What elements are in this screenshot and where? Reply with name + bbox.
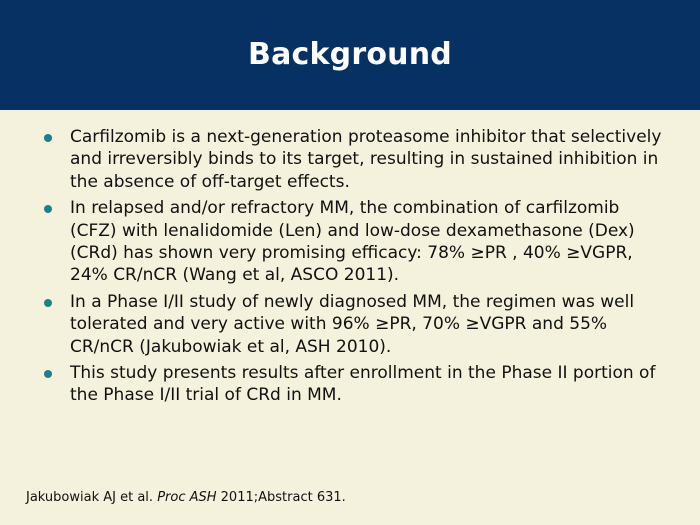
citation-footnote [26, 490, 346, 505]
bullet-item [0, 126, 700, 193]
citation-journal: Proc ASH [157, 490, 217, 505]
bullet-text: In a Phase I/II study of newly diagnosed MM, the regimen was well tolerated and very active with 96% ≥PR, 70% ≥VGPR and 55% CR/nCR (Jakubowiak et al, ASH 2010). [70, 291, 635, 357]
bullet-dot-icon [44, 205, 52, 213]
bullet-item [0, 362, 700, 407]
bullet-dot-icon [44, 299, 52, 307]
title-bar [0, 0, 700, 110]
slide-title: Background [248, 36, 452, 72]
bullet-text: This study presents results after enrollment in the Phase II portion of the Phase I/II trial of CRd in MM. [70, 363, 656, 406]
bullet-dot-icon [44, 370, 52, 378]
bullet-dot-icon [44, 134, 52, 142]
citation-details: 2011;Abstract 631. [216, 490, 346, 505]
bullet-list [0, 126, 700, 411]
bullet-item [0, 197, 700, 287]
bullet-item [0, 291, 700, 358]
citation-authors: Jakubowiak AJ et al. [26, 490, 158, 505]
bullet-text: Carfilzomib is a next-generation proteasome inhibitor that selectively and irreversibly binds to its target, resulting in sustained inhibition in the absence of off-target effects. [70, 127, 662, 192]
bullet-text: In relapsed and/or refractory MM, the combination of carfilzomib (CFZ) with lenalidomide (Len) and low-dose dexamethasone (Dex) (CRd) has shown very promising efficacy: 78% ≥PR , 40% ≥VGPR, 24% CR/nCR (Wang et al, ASCO 2011). [70, 198, 635, 286]
